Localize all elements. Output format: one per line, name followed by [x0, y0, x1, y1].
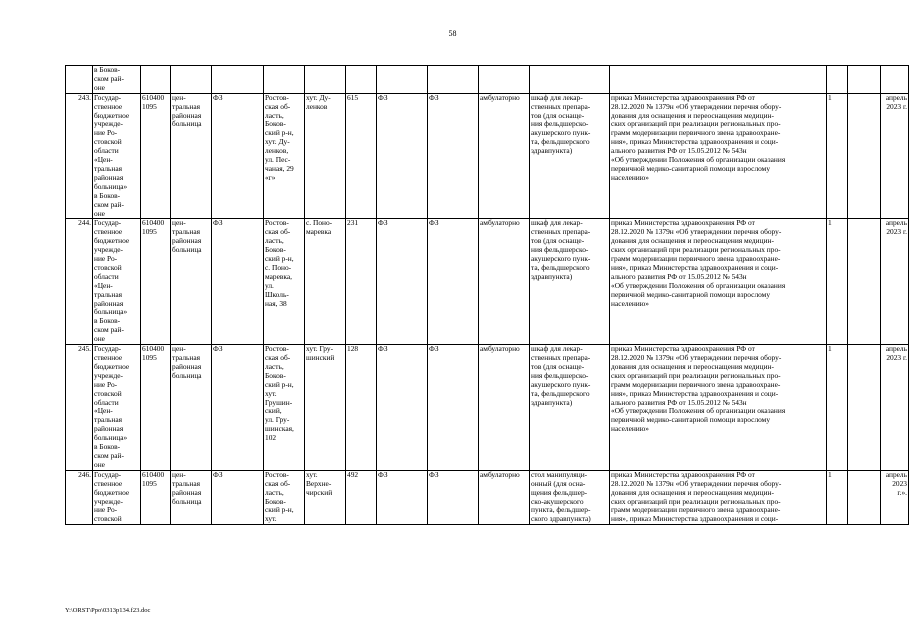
org-type-cell: цен- тральная районная больница [171, 345, 212, 471]
row-number-cell: 244. [66, 219, 93, 345]
table-row [66, 470, 909, 524]
locality-cell: хут. Ду- ленков [305, 93, 346, 219]
care-type-cell: амбулаторно [479, 219, 530, 345]
file-path-footer: Y:\ORST\Ppo\0313p134.f23.doc [65, 607, 151, 614]
org-cell: Государ- ственное бюджетное учрежде- ние Ро- стовской области «Цен- тральная районная больница» в Боков- ском рай- оне [93, 93, 141, 219]
equipment-cell: шкаф для лекар- ственных препара- тов (для оснаще- ния фельдшерско- акушерского пунк- та, фельдшерского здравпункта) [530, 219, 610, 345]
quantity-cell: 1 [827, 470, 848, 524]
fz-cell: ФЗ [428, 219, 479, 345]
term-cell: апрель 2023 г. [881, 93, 909, 219]
address-cell: Ростов- ская об- ласть, Боков- ский р-н, хут. Грушин- ский, ул. Гру- шинская, 102 [264, 345, 305, 471]
population-cell: 231 [346, 219, 377, 345]
population-cell: 492 [346, 470, 377, 524]
equipment-cell: шкаф для лекар- ственных препара- тов (для оснаще- ния фельдшерско- акушерского пунк- та, фельдшерского здравпункта) [530, 93, 610, 219]
fz-cell: ФЗ [212, 219, 264, 345]
fz-cell: ФЗ [428, 93, 479, 219]
population-cell: 128 [346, 345, 377, 471]
fz-cell: ФЗ [428, 345, 479, 471]
empty-cell [848, 93, 881, 219]
fz-cell: ФЗ [377, 219, 428, 345]
code-cell: 610400 1095 [141, 219, 171, 345]
empty-cell [848, 345, 881, 471]
page-number: 58 [448, 29, 457, 38]
org-cell: в Боков- ском рай- оне [93, 66, 141, 94]
address-cell: Ростов- ская об- ласть, Боков- ский р-н, хут. Ду- ленков, ул. Пес- чаная, 29 «г» [264, 93, 305, 219]
basis-cell: приказ Министерства здравоохранения РФ от 28.12.2020 № 1379н «Об утверждении перечня обору- дования для оснащения и переоснащения медицин- ских организаций при реализации региональных про- грамм модернизации первичного звена здравоохране- ния», приказ Министерства здравоохранения и соци- ального развития РФ от 15.05.2012 № 543н «Об утверждении Положения об организации оказания первичной медико-санитарной помощи взрослому населению» [610, 345, 827, 471]
fz-cell: ФЗ [377, 93, 428, 219]
quantity-cell: 1 [827, 93, 848, 219]
care-type-cell: амбулаторно [479, 93, 530, 219]
table-row [66, 93, 909, 219]
fz-cell: ФЗ [212, 93, 264, 219]
document-table [65, 65, 909, 525]
quantity-cell: 1 [827, 345, 848, 471]
code-cell: 610400 1095 [141, 93, 171, 219]
equipment-cell: шкаф для лекар- ственных препара- тов (для оснаще- ния фельдшерско- акушерского пунк- та, фельдшерского здравпункта) [530, 345, 610, 471]
quantity-cell: 1 [827, 219, 848, 345]
equipment-cell: стол манипуляци- онный (для осна- щения фельдшер- ско-акушерского пункта, фельдшер- ского здравпункта) [530, 470, 610, 524]
fz-cell: ФЗ [212, 345, 264, 471]
org-cell: Государ- ственное бюджетное учрежде- ние Ро- стовской [93, 470, 141, 524]
code-cell: 610400 1095 [141, 470, 171, 524]
table-row-continued [66, 66, 909, 94]
population-cell: 615 [346, 93, 377, 219]
address-cell: Ростов- ская об- ласть, Боков- ский р-н, хут. [264, 470, 305, 524]
org-cell: Государ- ственное бюджетное учрежде- ние Ро- стовской области «Цен- тральная районная больница» в Боков- ском рай- оне [93, 345, 141, 471]
empty-cell [848, 470, 881, 524]
fz-cell: ФЗ [377, 470, 428, 524]
fz-cell: ФЗ [377, 345, 428, 471]
term-cell: апрель 2023 г. [881, 219, 909, 345]
row-number-cell: 246. [66, 470, 93, 524]
table-row [66, 219, 909, 345]
code-cell: 610400 1095 [141, 345, 171, 471]
table-row [66, 345, 909, 471]
locality-cell: с. Поно- маревка [305, 219, 346, 345]
locality-cell: хут. Гру- шинский [305, 345, 346, 471]
fz-cell: ФЗ [428, 470, 479, 524]
org-type-cell: цен- тральная районная больница [171, 93, 212, 219]
care-type-cell: амбулаторно [479, 470, 530, 524]
empty-cell [848, 219, 881, 345]
term-cell: апрель 2023 г. [881, 345, 909, 471]
org-type-cell: цен- тральная районная больница [171, 219, 212, 345]
basis-cell: приказ Министерства здравоохранения РФ от 28.12.2020 № 1379н «Об утверждении перечня обору- дования для оснащения и переоснащения медицин- ских организаций при реализации региональных про- грамм модернизации первичного звена здравоохране- ния», приказ Министерства здравоохранения и соци- [610, 470, 827, 524]
org-type-cell: цен- тральная районная больница [171, 470, 212, 524]
fz-cell: ФЗ [212, 470, 264, 524]
row-number-cell: 243. [66, 93, 93, 219]
locality-cell: хут. Верхне- чирский [305, 470, 346, 524]
basis-cell: приказ Министерства здравоохранения РФ от 28.12.2020 № 1379н «Об утверждении перечня обору- дования для оснащения и переоснащения медицин- ских организаций при реализации региональных про- грамм модернизации первичного звена здравоохране- ния», приказ Министерства здравоохранения и соци- ального развития РФ от 15.05.2012 № 543н «Об утверждении Положения об организации оказания первичной медико-санитарной помощи взрослому населению» [610, 93, 827, 219]
care-type-cell: амбулаторно [479, 345, 530, 471]
term-cell: апрель 2023 г.». [881, 470, 909, 524]
row-number-cell: 245. [66, 345, 93, 471]
org-cell: Государ- ственное бюджетное учрежде- ние Ро- стовской области «Цен- тральная районная больница» в Боков- ском рай- оне [93, 219, 141, 345]
address-cell: Ростов- ская об- ласть, Боков- ский р-н, с. Поно- маревка, ул. Школь- ная, 38 [264, 219, 305, 345]
basis-cell: приказ Министерства здравоохранения РФ от 28.12.2020 № 1379н «Об утверждении перечня обору- дования для оснащения и переоснащения медицин- ских организаций при реализации региональных про- грамм модернизации первичного звена здравоохране- ния», приказ Министерства здравоохранения и соци- ального развития РФ от 15.05.2012 № 543н «Об утверждении Положения об организации оказания первичной медико-санитарной помощи взрослому населению» [610, 219, 827, 345]
